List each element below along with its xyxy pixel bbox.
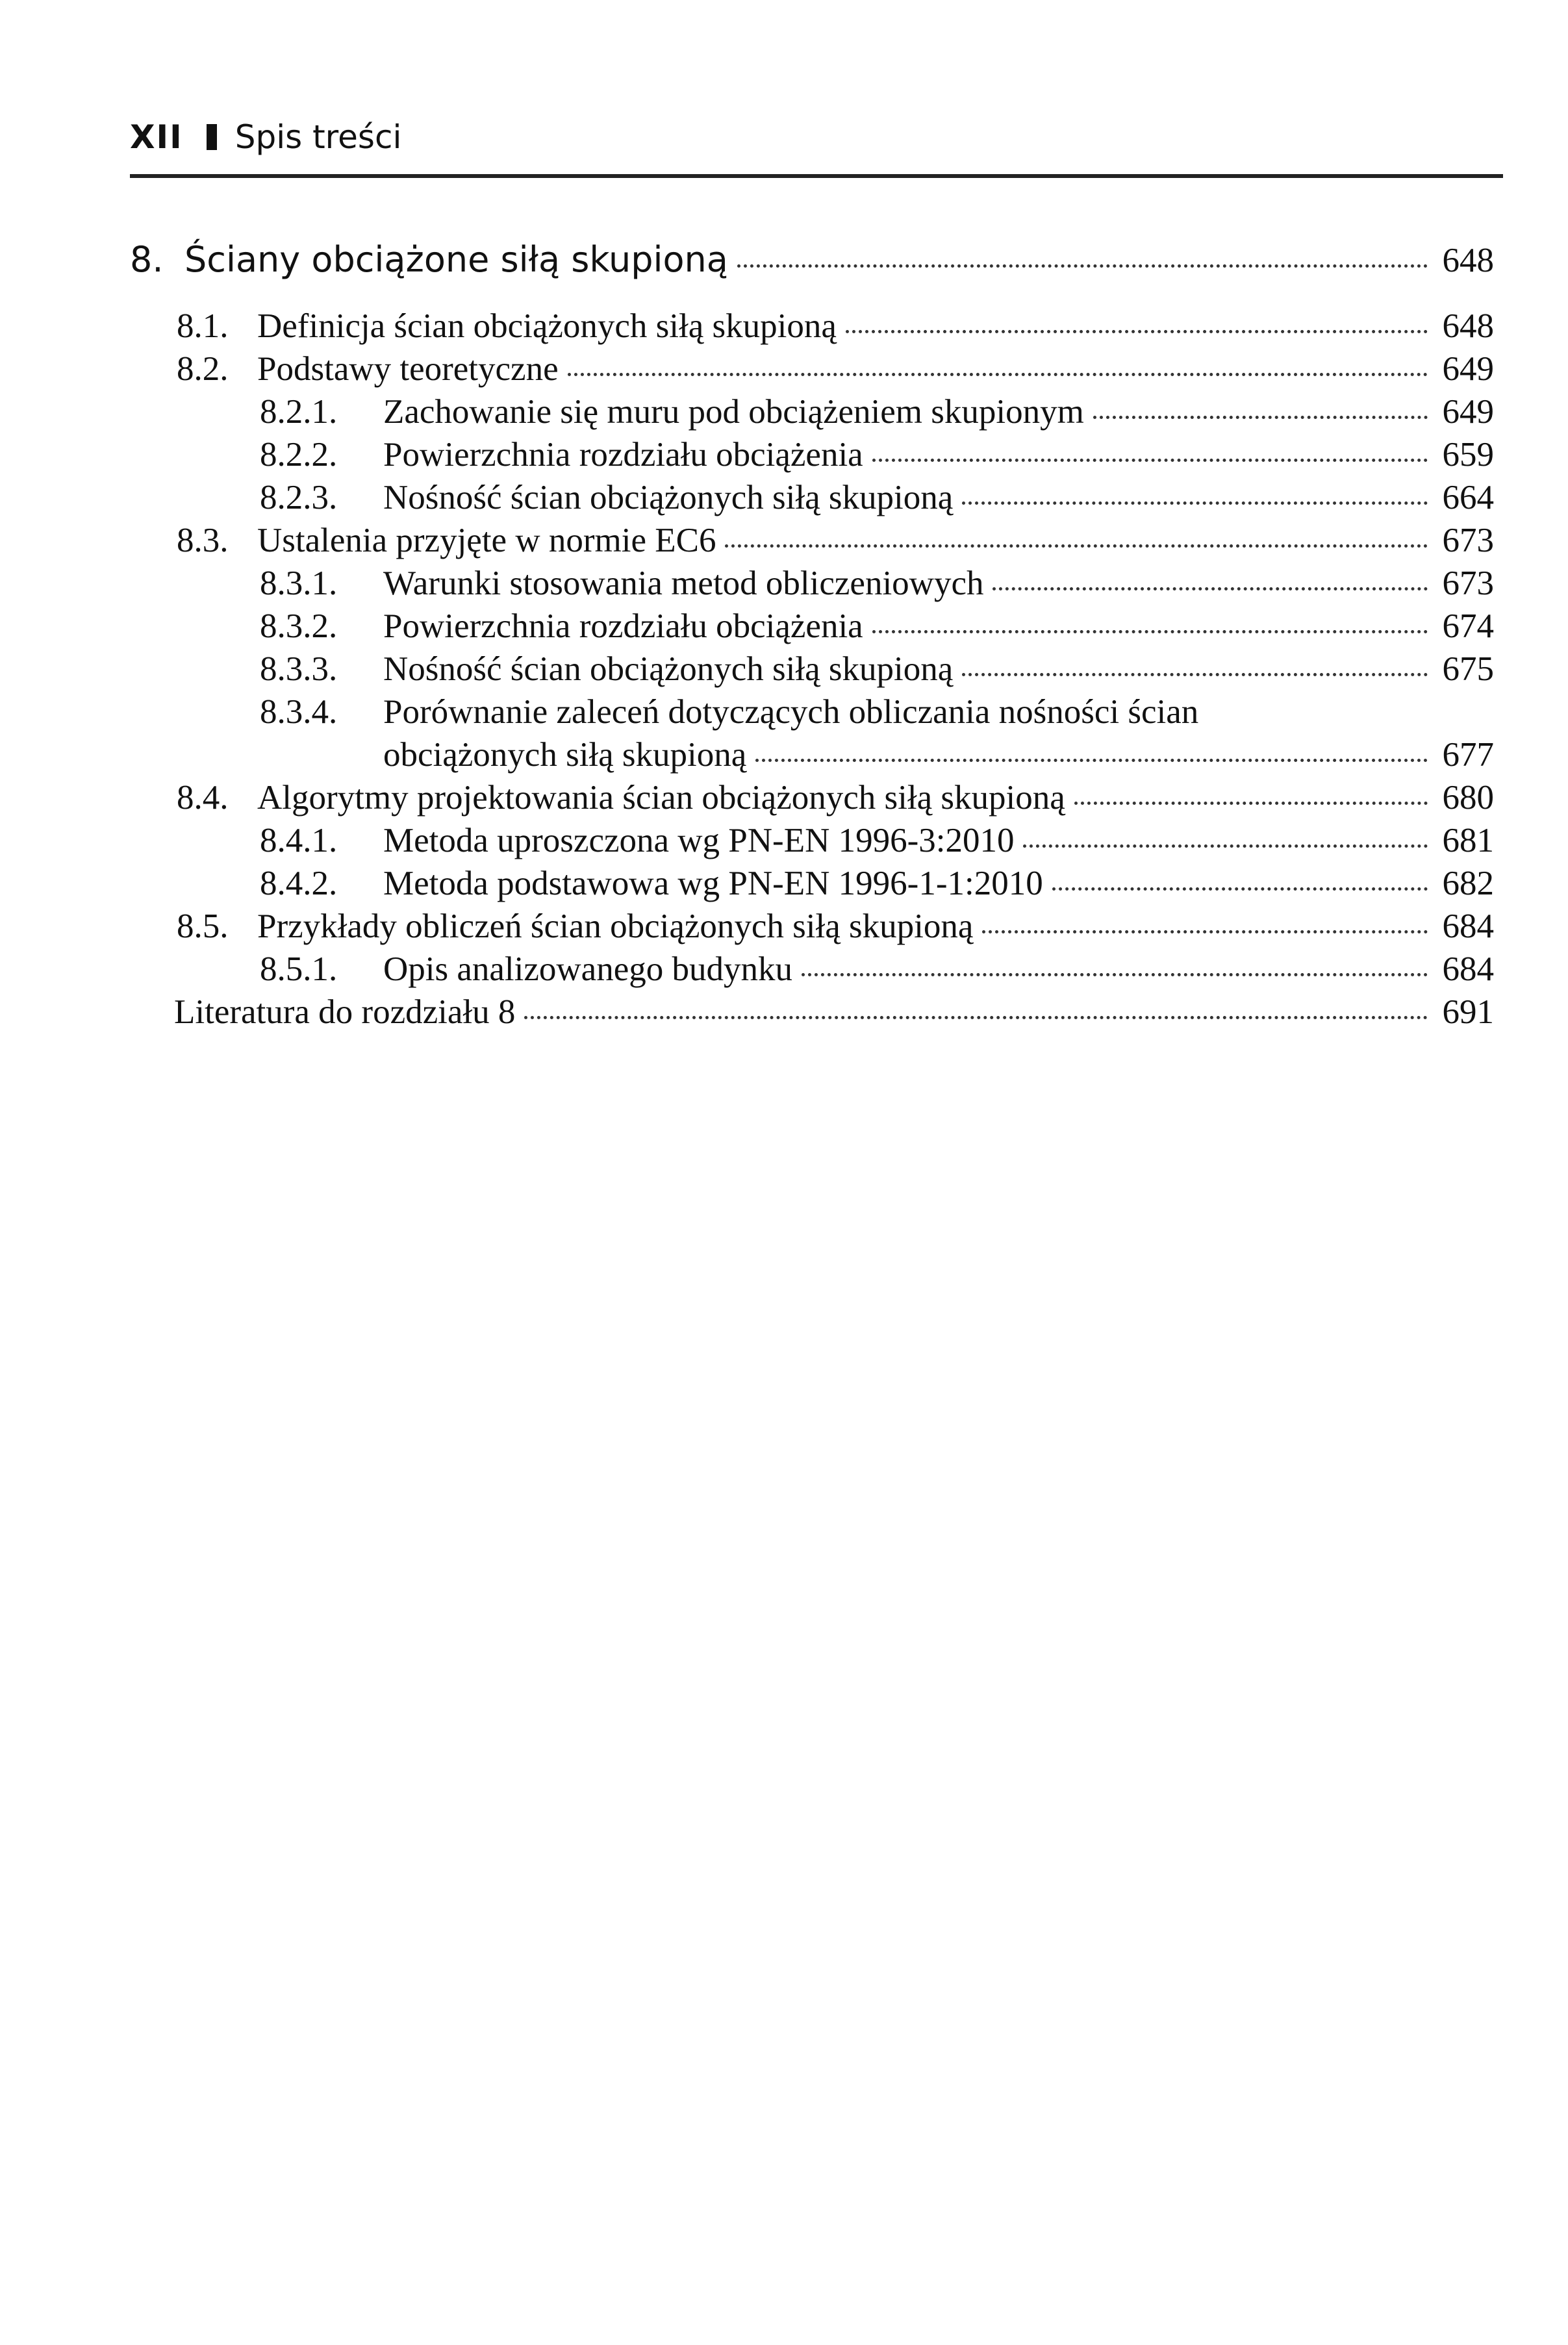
toc-entry[interactable] [260,477,1494,518]
entry-title: Warunki stosowania metod obliczeniowych [383,564,984,602]
header-title: Spis treści [234,118,402,156]
header-page-number: XII [130,118,183,156]
dot-leader [962,673,1428,676]
dot-leader [1023,844,1428,848]
dot-leader [872,459,1428,462]
entry-page: 649 [1442,350,1494,388]
toc-entry[interactable] [260,605,1494,647]
entry-page: 649 [1442,393,1494,431]
entry-number: 8.4.2. [260,865,338,902]
entry-number: 8.2.3. [260,479,338,516]
dot-leader [802,973,1428,976]
dot-leader [1093,416,1428,419]
entry-page: 677 [1442,736,1494,774]
entry-title-continuation: obciążonych siłą skupioną [383,736,747,774]
entry-page: 684 [1442,950,1494,988]
toc-entry[interactable] [260,391,1494,433]
dot-leader [568,373,1428,376]
chapter-title: Ściany obciążone siłą skupioną [184,239,728,280]
toc-entry-multiline-first[interactable] [260,691,1494,733]
entry-number: 8.5.1. [260,950,338,988]
toc-literature-entry[interactable] [174,991,1494,1033]
toc-entry[interactable] [177,305,1494,347]
toc-entry[interactable] [260,863,1494,904]
entry-number: 8.3. [177,522,229,559]
entry-title: Definicja ścian obciążonych siłą skupioną [257,307,837,345]
entry-page: 682 [1442,865,1494,902]
entry-title: Nośność ścian obciążonych siłą skupioną [383,479,954,516]
entry-title: Ustalenia przyjęte w normie EC6 [257,522,716,559]
dot-leader [962,501,1428,505]
square-bullet-icon [207,124,217,150]
entry-number: 8.3.1. [260,564,338,602]
literature-title: Literatura do rozdziału 8 [174,993,516,1031]
entry-number: 8.3.4. [260,693,338,731]
entry-title: Algorytmy projektowania ścian obciążonych siłą skupioną [257,779,1065,817]
toc-entry[interactable] [260,648,1494,690]
entry-title: Powierzchnia rozdziału obciążenia [383,436,863,474]
dot-leader [993,587,1428,590]
literature-page: 691 [1442,993,1494,1031]
chapter-page: 648 [1442,242,1494,279]
header-divider [130,174,1503,178]
entry-title: Zachowanie się muru pod obciążeniem skupionym [383,393,1084,431]
entry-number: 8.3.2. [260,607,338,645]
chapter-number: 8. [130,239,164,280]
dot-leader [725,544,1428,548]
entry-title: Powierzchnia rozdziału obciążenia [383,607,863,645]
entry-page: 681 [1442,822,1494,859]
entry-page: 673 [1442,522,1494,559]
toc-entry[interactable] [177,348,1494,390]
entry-number: 8.1. [177,307,229,345]
entry-title: Nośność ścian obciążonych siłą skupioną [383,650,954,688]
entry-title: Metoda uproszczona wg PN-EN 1996-3:2010 [383,822,1015,859]
entry-number: 8.3.3. [260,650,338,688]
entry-title: Metoda podstawowa wg PN-EN 1996-1-1:2010 [383,865,1043,902]
toc-entry[interactable] [177,906,1494,947]
toc-chapter-heading[interactable] [130,239,1494,281]
toc-entry[interactable] [260,820,1494,861]
entry-title: Podstawy teoretyczne [257,350,559,388]
dot-leader [1074,802,1428,805]
entry-page: 674 [1442,607,1494,645]
toc-entry[interactable] [177,777,1494,818]
dot-leader [1052,887,1428,891]
entry-number: 8.4.1. [260,822,338,859]
entry-page: 680 [1442,779,1494,817]
dot-leader [982,930,1428,933]
dot-leader [524,1016,1428,1019]
entry-title: Opis analizowanego budynku [383,950,792,988]
entry-number: 8.4. [177,779,229,817]
toc-entry[interactable] [177,520,1494,561]
entry-page: 675 [1442,650,1494,688]
entry-page: 673 [1442,564,1494,602]
entry-number: 8.2. [177,350,229,388]
toc-entry-multiline-cont[interactable] [383,734,1494,776]
entry-number: 8.2.1. [260,393,338,431]
entry-number: 8.2.2. [260,436,338,474]
entry-page: 648 [1442,307,1494,345]
toc-entry[interactable] [260,434,1494,475]
entry-page: 684 [1442,907,1494,945]
dot-leader [737,264,1428,268]
running-header [130,114,401,160]
dot-leader [872,630,1428,633]
entry-number: 8.5. [177,907,229,945]
toc-entry[interactable] [260,948,1494,990]
entry-page: 659 [1442,436,1494,474]
entry-page: 664 [1442,479,1494,516]
dot-leader [755,759,1428,762]
entry-title: Przykłady obliczeń ścian obciążonych siłą skupioną [257,907,974,945]
dot-leader [846,330,1428,333]
toc-entry[interactable] [260,563,1494,604]
entry-title: Porównanie zaleceń dotyczących obliczania nośności ścian [383,693,1199,731]
